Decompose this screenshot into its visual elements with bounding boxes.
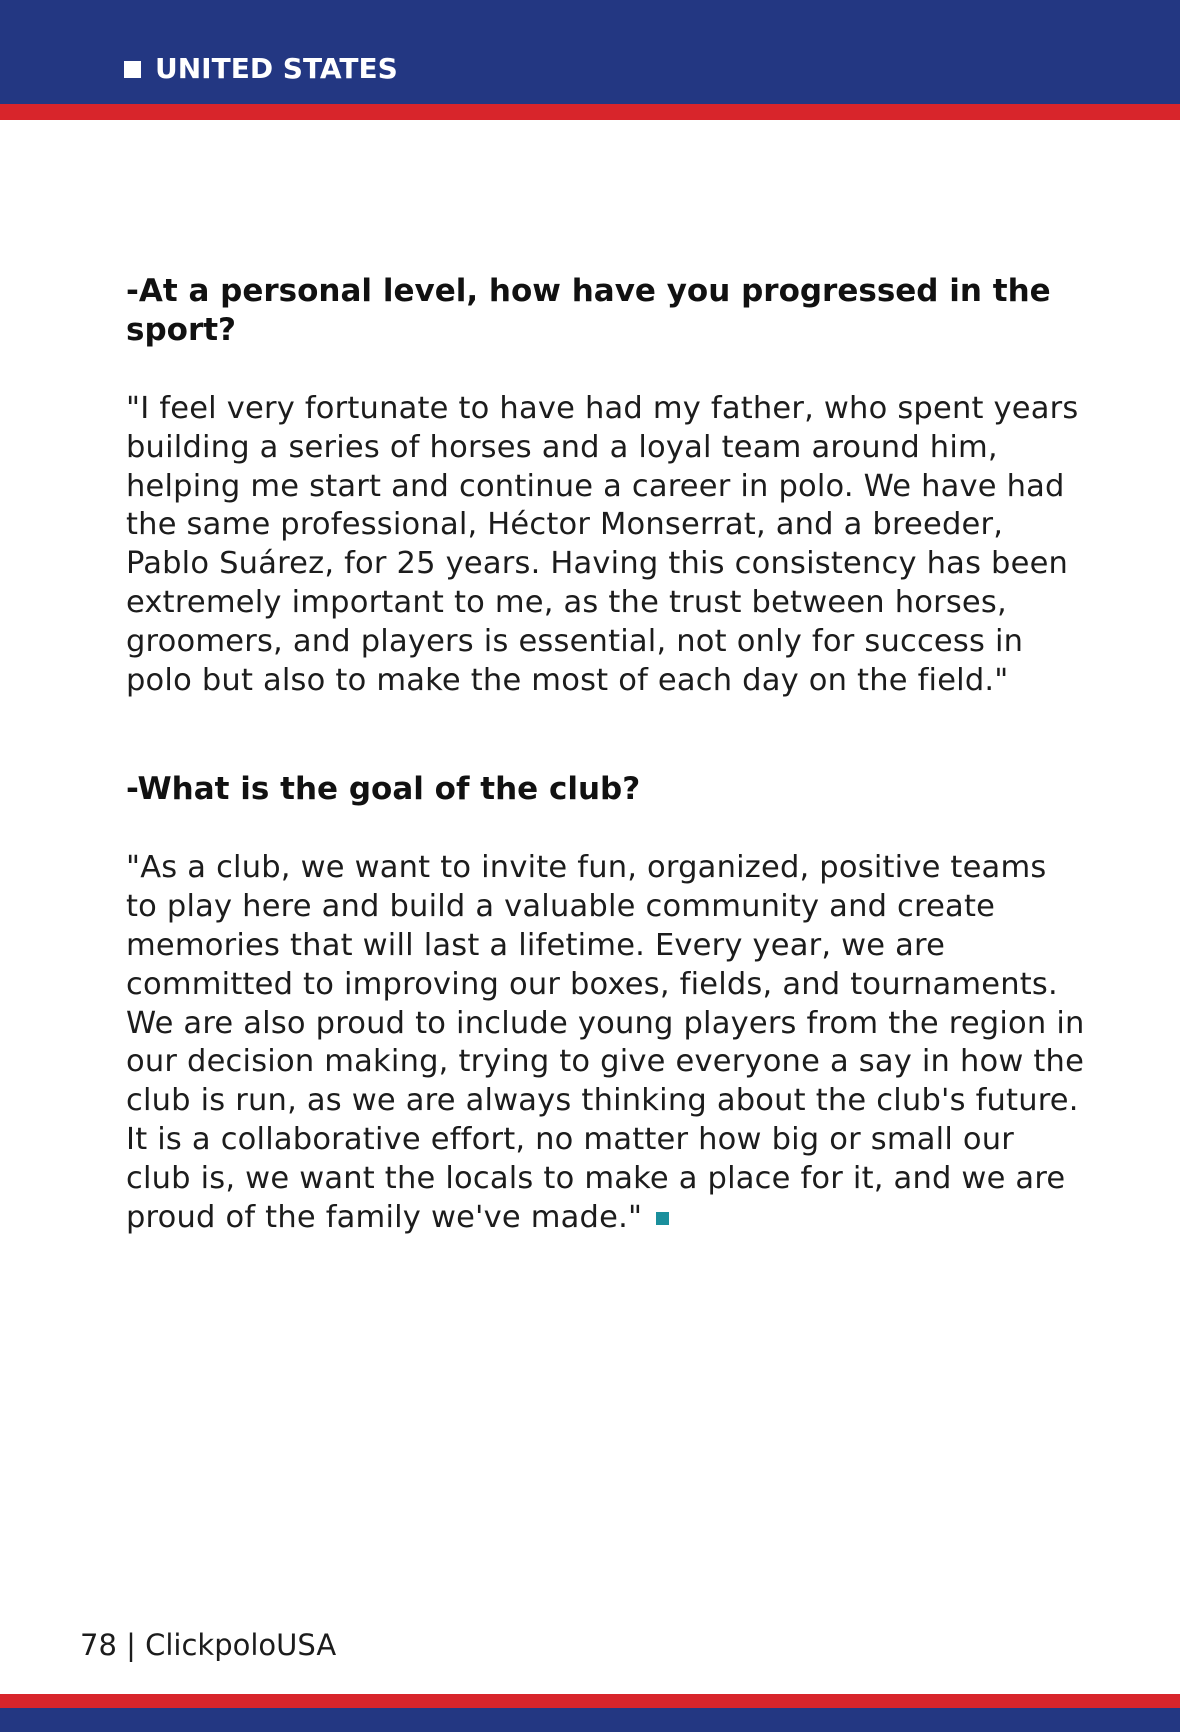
footer-red-stripe: [0, 1694, 1180, 1708]
answer-paragraph: "I feel very fortunate to have had my father, who spent years building a series of horses and a loyal team around him, helping me start and continue a career in polo. We have had the same professional, Héctor Monserrat, and a breeder, Pablo Suárez, for 25 years. Having this consistency has been extremely important to me, as the trust between horses, groomers, and players is essential, not only for success in polo but also to make the most of each day on the field.": [126, 391, 1079, 698]
page-number-footer: 78 | ClickpoloUSA: [80, 1628, 337, 1662]
article-body: [126, 272, 1086, 1237]
header-red-stripe: [0, 104, 1180, 120]
question-heading: -What is the goal of the club?: [126, 771, 641, 808]
end-of-article-square-icon: [656, 1212, 669, 1225]
answer-paragraph: [126, 849, 1086, 1237]
footer-band: [0, 1708, 1180, 1732]
section-label: UNITED STATES: [155, 52, 398, 85]
question-heading: -At a personal level, how have you progressed in the sport?: [126, 273, 1051, 348]
answer-text: "As a club, we want to invite fun, organized, positive teams to play here and build a valuable community and create memories that will last a lifetime. Every year, we are committed to improving our boxes, fields, and tournaments. We are also proud to include young players from the region in our decision making, trying to give everyone a say in how the club is run, as we are always thinking about the club's future. It is a collaborative effort, no matter how big or small our club is, we want the locals to make a place for it, and we are proud of the family we've made.": [126, 850, 1085, 1235]
square-bullet-icon: [124, 61, 141, 78]
